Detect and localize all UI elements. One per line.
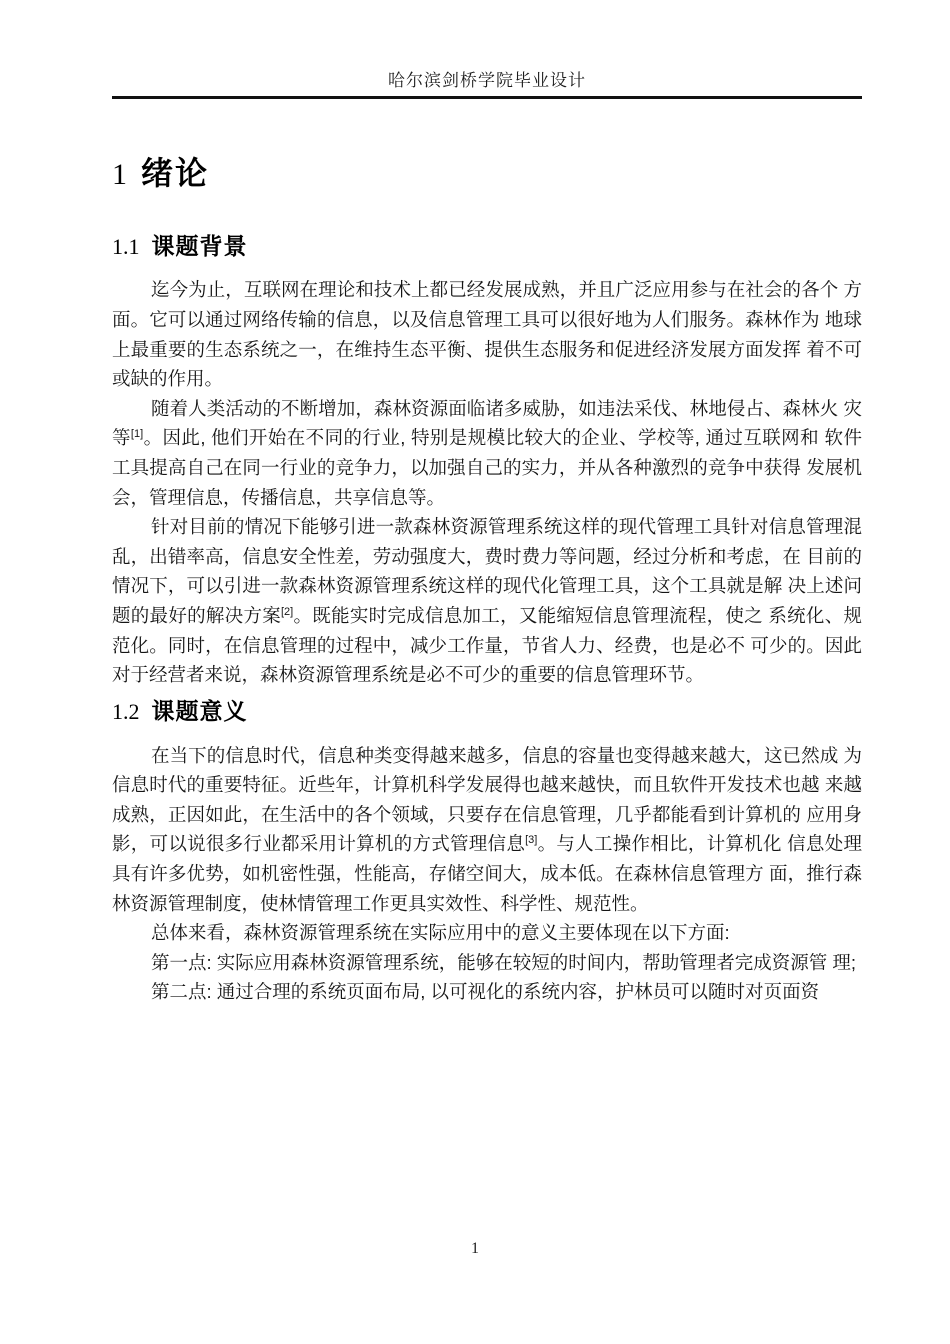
section-title-text: 课题背景 <box>151 232 248 259</box>
section-title-text: 课题意义 <box>151 697 248 724</box>
paragraph: 随着人类活动的不断增加，森林资源面临诸多威胁，如违法采伐、林地侵占、森林火 灾等[1]。因此, 他们开始在不同的行业, 特别是规模比较大的企业、学校等, 通过互联网和 软件工具提高自己在同一行业的竞争力，以加强自己的实力，并从各种激烈的竞争中获得 发展机会，管理信息，传播信息，共享信息等。 <box>112 397 862 508</box>
section-heading-1-2 <box>112 697 862 727</box>
paragraph: 在当下的信息时代，信息种类变得越来越多，信息的容量也变得越来越大，这已然成 为信息时代的重要特征。近些年，计算机科学发展得也越来越快，而且软件开发技术也越 来越成熟，正因如此，在生活中的各个领域，只要存在信息管理，几乎都能看到计算机的 应用身影，可以说很多行业都采用计算机的方式管理信息[3]。与人工操作相比，计算机化 信息处理具有许多优势，如机密性强，性能高，存储空间大，成本低。在森林信息管理方 面，推行森林资源管理制度，使林情管理工作更具实效性、科学性、规范性。 <box>112 744 862 914</box>
chapter-heading <box>112 153 862 194</box>
chapter-title: 绪论 <box>141 155 210 191</box>
citation-ref: [2] <box>281 605 294 618</box>
section-background <box>112 232 862 690</box>
page-header <box>112 66 862 99</box>
paragraph: 迄今为止，互联网在理论和技术上都已经发展成熟，并且广泛应用参与在社会的各个 方面。它可以通过网络传输的信息，以及信息管理工具可以很好地为人们服务。森林作为 地球上最重要的生态系统之一，在维持生态平衡、提供生态服务和促进经济发展方面发挥 着不可或缺的作用。 <box>112 279 862 390</box>
paragraph: 第二点: 通过合理的系统页面布局, 以可视化的系统内容，护林员可以随时对页面资 <box>151 981 820 1003</box>
header-title: 哈尔滨剑桥学院毕业设计 <box>388 71 586 90</box>
header-rule <box>112 96 862 99</box>
section-number: 1.1 <box>112 233 140 259</box>
paragraph: 总体来看，森林资源管理系统在实际应用中的意义主要体现在以下方面: <box>151 922 730 944</box>
section-heading-1-1 <box>112 232 862 262</box>
paragraph: 针对目前的情况下能够引进一款森林资源管理系统这样的现代管理工具针对信息管理混乱，出错率高，信息安全性差，劳动强度大，费时费力等问题，经过分析和考虑，在 目前的情况下，可以引进一款森林资源管理系统这样的现代化管理工具，这个工具就是解 决上述问题的最好的解决方案[2]。既能实时完成信息加工，又能缩短信息管理流程，使之 系统化、规范化。同时，在信息管理的过程中，减少工作量，节省人力、经费，也是必不 可少的。因此对于经营者来说，森林资源管理系统是必不可少的重要的信息管理环节。 <box>112 516 862 686</box>
section-number: 1.2 <box>112 698 140 724</box>
citation-ref: [3] <box>525 834 538 847</box>
chapter-number: 1 <box>112 158 127 191</box>
paragraph: 第一点: 实际应用森林资源管理系统，能够在较短的时间内，帮助管理者完成资源管 理; <box>151 951 857 973</box>
citation-ref: [1] <box>130 428 144 441</box>
page-number: 1 <box>471 1240 479 1257</box>
section-significance <box>112 697 862 1007</box>
